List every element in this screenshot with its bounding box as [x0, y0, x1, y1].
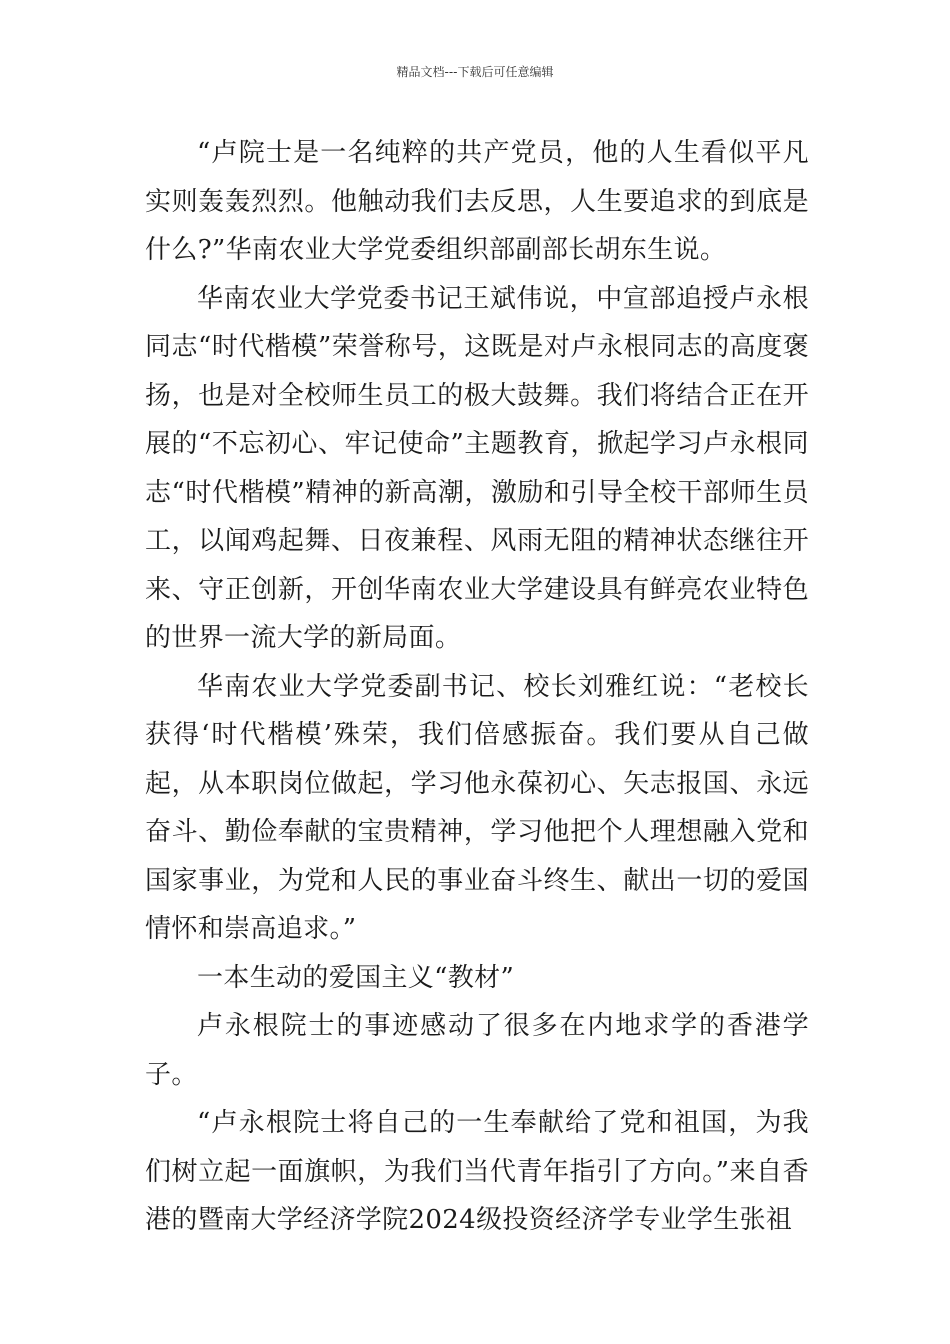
section-subheading: 一本生动的爱国主义“教材”: [197, 962, 515, 993]
document-body: [145, 129, 809, 1245]
page-header: 精品文档---下载后可任意编辑: [396, 65, 554, 79]
paragraph-wang-binwei: 华南农业大学党委书记王斌伟说，中宣部追授卢永根同志“时代楷模”荣誉称号，这既是对卢永根同志的高度褒扬，也是对全校师生员工的极大鼓舞。我们将结合正在开展的“不忘初心、牢记使命”主题教育，掀起学习卢永根同志“时代楷模”精神的新高潮，激励和引导全校干部师生员工，以闻鸡起舞、日夜兼程、风雨无阻的精神状态继往开来、守正创新，开创华南农业大学建设具有鲜亮农业特色的世界一流大学的新局面。: [145, 283, 809, 653]
paragraph-quote-hu-dongsheng: “卢院士是一名纯粹的共产党员，他的人生看似平凡实则轰轰烈烈。他触动我们去反思，人生要追求的到底是什么?”华南农业大学党委组织部副部长胡东生说。: [145, 138, 809, 265]
paragraph-liu-yahong: 华南农业大学党委副书记、校长刘雅红说：“老校长获得‘时代楷模’殊荣，我们倍感振奋。我们要从自己做起，从本职岗位做起，学习他永葆初心、矢志报国、永远奋斗、勤俭奉献的宝贵精神，学习他把个人理想融入党和国家事业，为党和人民的事业奋斗终生、献出一切的爱国情怀和崇高追求。”: [145, 671, 809, 944]
paragraph-student-quote: “卢永根院士将自己的一生奉献给了党和祖国，为我们树立起一面旗帜，为我们当代青年指引了方向。”来自香港的暨南大学经济学院2024级投资经济学专业学生张祖: [145, 1108, 809, 1235]
paragraph-hong-kong-students: 卢永根院士的事迹感动了很多在内地求学的香港学子。: [145, 1011, 809, 1090]
